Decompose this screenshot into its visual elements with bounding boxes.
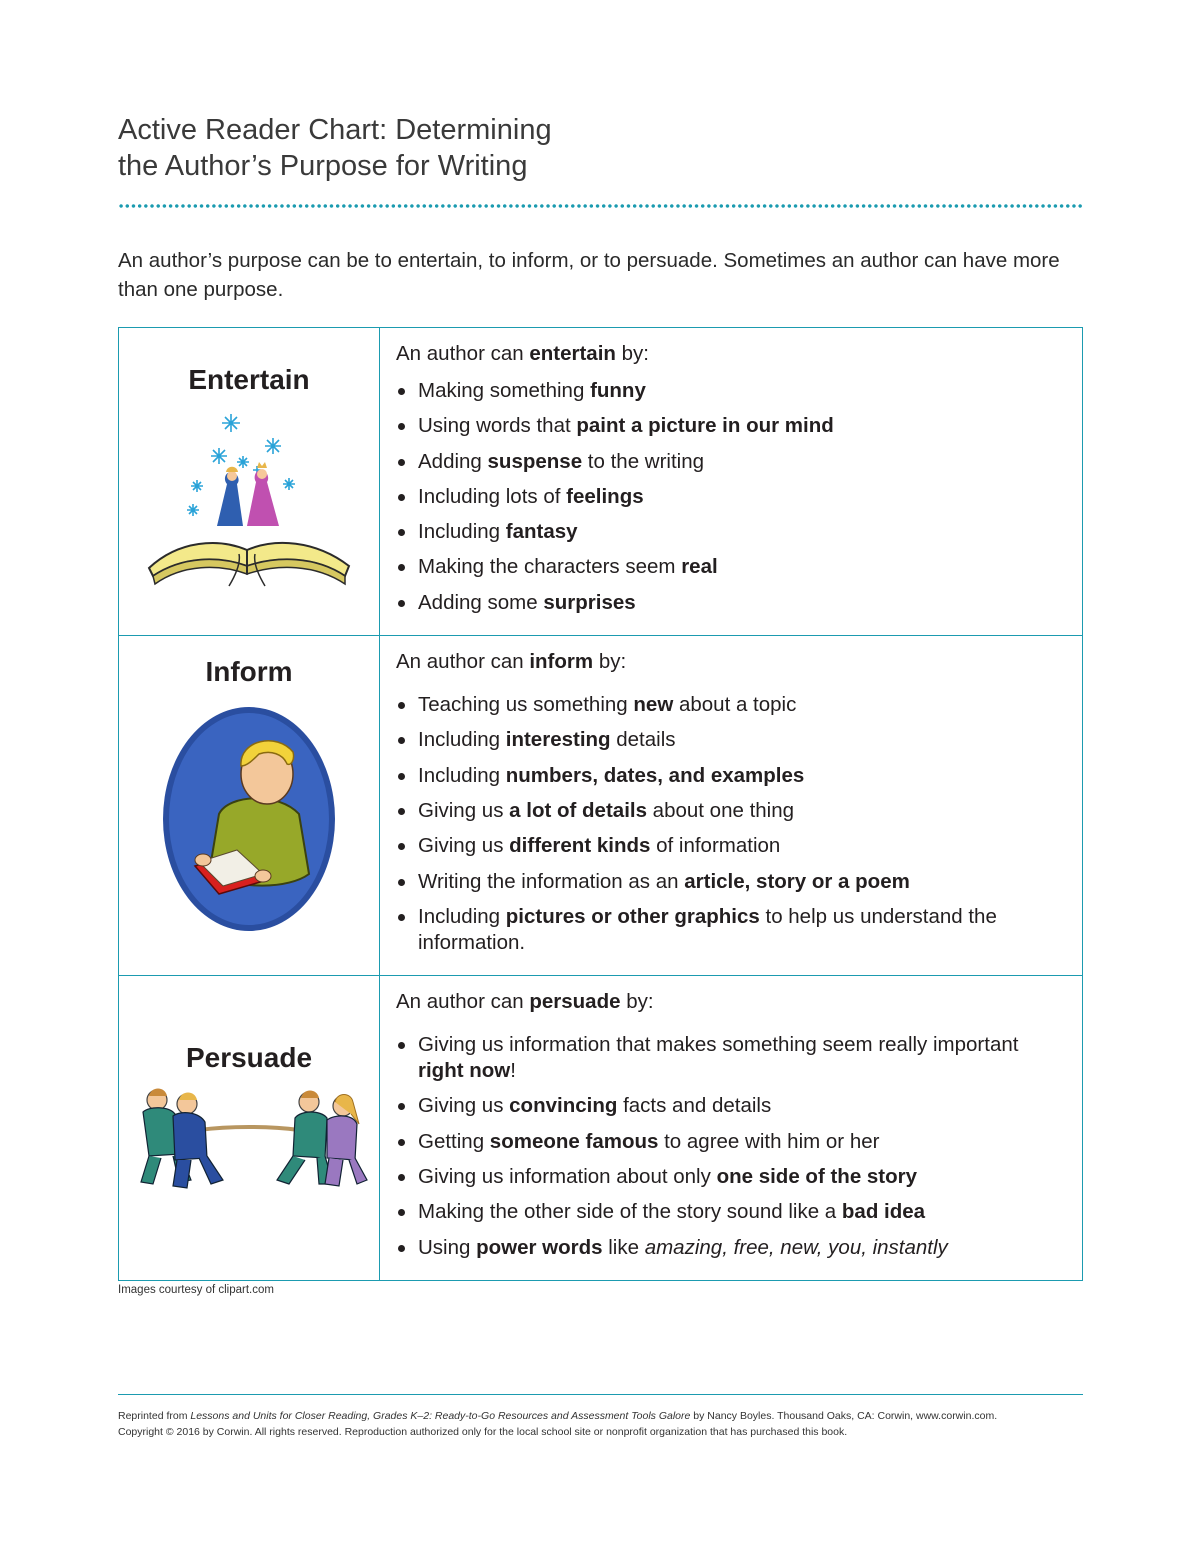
list-item: Giving us information about only one side of the story — [396, 1164, 1068, 1190]
list-item: Including interesting details — [396, 727, 1068, 753]
content-cell-persuade — [380, 976, 1083, 1281]
list-item: Making the characters seem real — [396, 554, 1068, 580]
list-item: Writing the information as an article, story or a poem — [396, 869, 1068, 895]
boy-reading-icon — [159, 704, 339, 934]
title-line-1: Active Reader Chart: Determining — [118, 114, 552, 146]
list-item: Including pictures or other graphics to help us understand the information. — [396, 904, 1068, 956]
row-lead: An author can inform by: — [396, 650, 627, 674]
list-item: Teaching us something new about a topic — [396, 692, 1068, 718]
label-cell-persuade — [119, 976, 380, 1281]
author-purpose-table — [118, 327, 1083, 1281]
footer-line-2: Copyright © 2016 by Corwin. All rights reserved. Reproduction authorized only for the local school site or nonprofit organization that has purchased this book. — [118, 1426, 848, 1438]
list-item: Including fantasy — [396, 519, 1068, 545]
list-item: Using words that paint a picture in our mind — [396, 413, 1068, 439]
footer-divider — [118, 1394, 1083, 1395]
list-item: Making the other side of the story sound like a bad idea — [396, 1199, 1068, 1225]
content-cell-inform — [380, 636, 1083, 976]
title-line-2: the Author’s Purpose for Writing — [118, 150, 528, 182]
page-title — [118, 112, 1018, 184]
list-item: Giving us convincing facts and details — [396, 1093, 1068, 1119]
row-label: Entertain — [188, 364, 310, 395]
list-item: Giving us different kinds of information — [396, 833, 1068, 859]
dotted-divider — [118, 203, 1084, 209]
bullet-list — [396, 378, 1068, 616]
footer-copyright — [118, 1408, 1098, 1440]
bullet-list — [396, 692, 1068, 956]
list-item: Adding some surprises — [396, 590, 1068, 616]
content-cell-entertain — [380, 328, 1083, 636]
table-row — [119, 328, 1083, 636]
list-item: Using power words like amazing, free, new, you, instantly — [396, 1235, 1068, 1261]
tug-of-war-icon — [129, 1084, 369, 1194]
list-item: Giving us a lot of details about one thing — [396, 798, 1068, 824]
list-item: Making something funny — [396, 378, 1068, 404]
label-cell-inform — [119, 636, 380, 976]
row-lead: An author can entertain by: — [396, 342, 649, 365]
table-row — [119, 976, 1083, 1281]
row-lead: An author can persuade by: — [396, 990, 654, 1014]
table-row — [119, 636, 1083, 976]
open-book-fairytale-icon — [139, 410, 359, 590]
list-item: Including numbers, dates, and examples — [396, 763, 1068, 789]
row-label: Inform — [205, 656, 293, 688]
footer-line-1: Reprinted from Lessons and Units for Closer Reading, Grades K–2: Ready-to-Go Resources and Assessment Tools Galore by Nancy Boyles. Thousand Oaks, CA: Corwin, www.corwin.com. — [118, 1410, 998, 1422]
label-cell-entertain — [119, 328, 380, 636]
image-credit: Images courtesy of clipart.com — [118, 1284, 274, 1296]
list-item: Getting someone famous to agree with him or her — [396, 1129, 1068, 1155]
list-item: Including lots of feelings — [396, 484, 1068, 510]
list-item: Giving us information that makes something seem really important right now! — [396, 1032, 1068, 1084]
row-label: Persuade — [185, 1042, 313, 1074]
list-item: Adding suspense to the writing — [396, 449, 1068, 475]
intro-paragraph: An author’s purpose can be to entertain, to inform, or to persuade. Sometimes an author can have more than one purpose. — [118, 249, 1060, 301]
bullet-list — [396, 1032, 1068, 1260]
